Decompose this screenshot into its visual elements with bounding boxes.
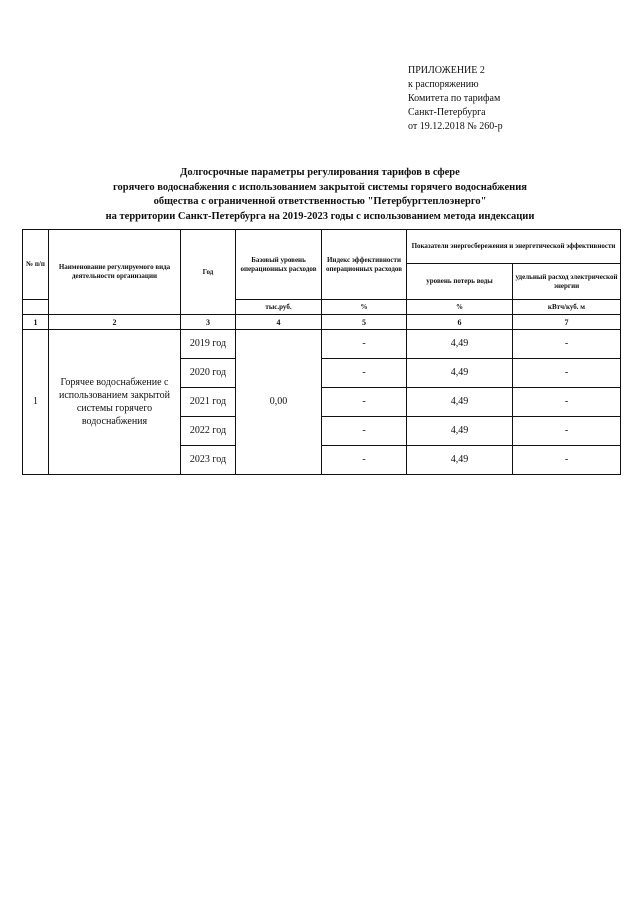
- efficiency-index-cell: -: [322, 359, 407, 388]
- annex-line: ПРИЛОЖЕНИЕ 2: [408, 65, 485, 76]
- title-line: Долгосрочные параметры регулирования тарифов в сфере: [180, 167, 460, 178]
- efficiency-index-cell: -: [322, 446, 407, 475]
- document-title: [20, 166, 620, 224]
- water-loss-cell: 4,49: [407, 330, 513, 359]
- unit-water-loss: %: [407, 300, 513, 315]
- water-loss-cell: 4,49: [407, 388, 513, 417]
- electricity-cell: -: [513, 359, 621, 388]
- column-number: 3: [181, 315, 236, 330]
- efficiency-index-cell: -: [322, 388, 407, 417]
- title-line: на территории Санкт-Петербурга на 2019-2023 годы с использованием метода индексации: [105, 210, 535, 222]
- title-line: горячего водоснабжения с использованием закрытой системы горячего водоснабжения: [113, 181, 527, 193]
- unit-num-empty: [23, 300, 49, 315]
- efficiency-index-cell: -: [322, 417, 407, 446]
- unit-base-level: тыс.руб.: [236, 300, 322, 315]
- base-level-value: 0,00: [236, 330, 322, 475]
- header-year: Год: [181, 230, 236, 315]
- year-cell: 2020 год: [181, 359, 236, 388]
- year-cell: 2022 год: [181, 417, 236, 446]
- electricity-cell: -: [513, 388, 621, 417]
- column-number: 4: [236, 315, 322, 330]
- water-loss-cell: 4,49: [407, 446, 513, 475]
- electricity-cell: -: [513, 446, 621, 475]
- annex-line: от 19.12.2018 № 260-р: [408, 121, 503, 132]
- water-loss-cell: 4,49: [407, 359, 513, 388]
- table-row: [23, 330, 621, 359]
- parameters-table: [22, 229, 621, 475]
- water-loss-cell: 4,49: [407, 417, 513, 446]
- header-water-loss: уровень потерь воды: [407, 264, 513, 300]
- annex-line: Санкт-Петербурга: [408, 107, 486, 118]
- electricity-cell: -: [513, 417, 621, 446]
- column-number: 2: [49, 315, 181, 330]
- year-cell: 2023 год: [181, 446, 236, 475]
- column-number: 1: [23, 315, 49, 330]
- annex-header: [408, 64, 503, 134]
- year-cell: 2021 год: [181, 388, 236, 417]
- title-line: общества с ограниченной ответственностью "Петербургтеплоэнерго": [153, 196, 487, 207]
- header-num: № п/п: [23, 230, 49, 300]
- header-energy-group: Показатели энергосбережения и энергетической эффективности: [407, 230, 621, 264]
- column-number: 5: [322, 315, 407, 330]
- annex-line: Комитета по тарифам: [408, 93, 501, 104]
- row-number: 1: [23, 330, 49, 475]
- unit-efficiency-index: %: [322, 300, 407, 315]
- header-activity: Наименование регулируемого вида деятельности организации: [49, 230, 181, 315]
- column-number: 7: [513, 315, 621, 330]
- unit-electricity: кВтч/куб. м: [513, 300, 621, 315]
- header-base-level: Базовый уровень операционных расходов: [236, 230, 322, 300]
- efficiency-index-cell: -: [322, 330, 407, 359]
- electricity-cell: -: [513, 330, 621, 359]
- header-electricity: удельный расход электрической энергии: [513, 264, 621, 300]
- column-number: 6: [407, 315, 513, 330]
- annex-line: к распоряжению: [408, 79, 479, 90]
- header-efficiency-index: Индекс эффективности операционных расходов: [322, 230, 407, 300]
- year-cell: 2019 год: [181, 330, 236, 359]
- activity-name: Горячее водоснабжение с использованием закрытой системы горячего водоснабжения: [49, 330, 181, 475]
